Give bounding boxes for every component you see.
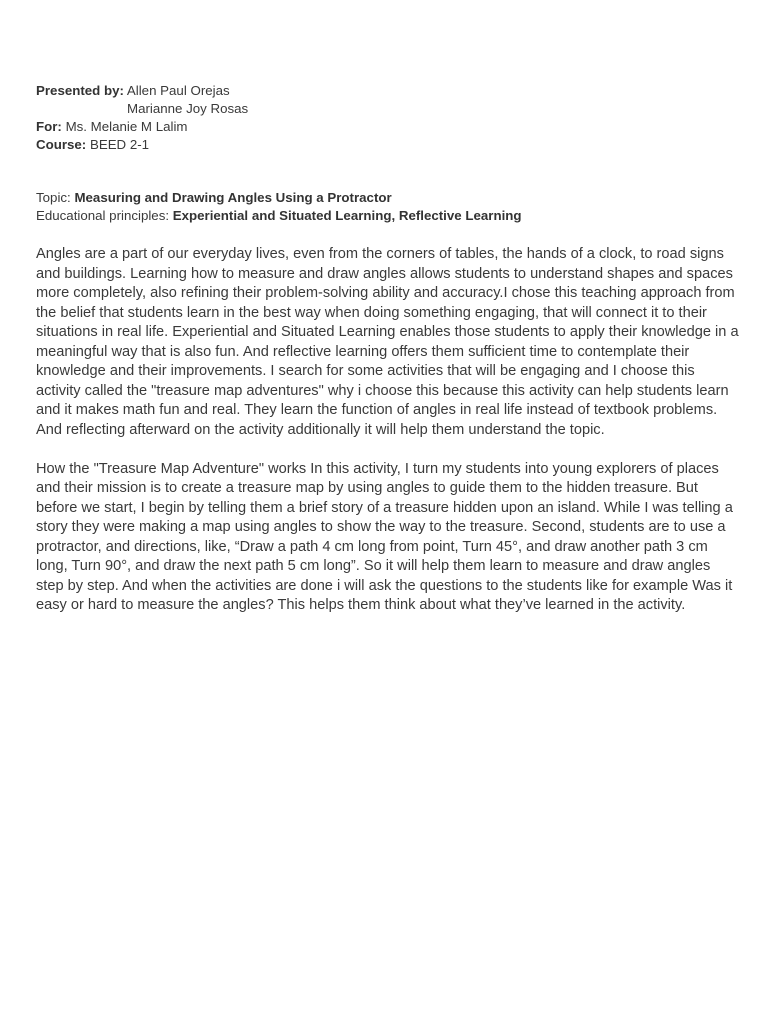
topic-label: Topic: — [36, 190, 71, 205]
principles-value: Experiential and Situated Learning, Reflective Learning — [172, 208, 522, 223]
principles-line — [36, 207, 741, 225]
for-value: Ms. Melanie M Lalim — [65, 119, 188, 134]
presenter-2-line — [36, 100, 741, 118]
course-line — [36, 136, 741, 154]
header-info — [36, 82, 741, 154]
course-value: BEED 2-1 — [89, 137, 150, 152]
principles-label: Educational principles: — [36, 208, 170, 223]
presenter-1: Allen Paul Orejas — [126, 83, 230, 98]
for-line — [36, 118, 741, 136]
document-page — [36, 82, 741, 616]
course-label: Course: — [36, 137, 87, 152]
topic-line — [36, 189, 741, 207]
body-paragraph-1: Angles are a part of our everyday lives, even from the corners of tables, the hands of a clock, to road signs and buildings. Learning how to measure and draw angles allows students to understand shapes and spaces more completely, also refining their problem-solving ability and accuracy.I chose this teaching approach from the belief that students learn in the best way when doing something engaging, that will connect it to their situations in real life. Experiential and Situated Learning enables those students to apply their knowledge in a meaningful way that is also fun. And reflective learning offers them sufficient time to contemplate their knowledge and their improvements. I search for some activities that will be engaging and I choose this activity called the "treasure map adventures" why i choose this because this activity can help students learn and it makes math fun and real. They learn the function of angles in real life instead of textbook problems. And reflecting afterward on the activity additionally it will help them understand the topic. — [36, 246, 739, 438]
body-paragraph-2: How the "Treasure Map Adventure" works In this activity, I turn my students into young explorers of places and their mission is to create a treasure map by using angles to guide them to the hidden treasure. But before we start, I begin by telling them a brief story of a treasure hidden upon an island. While I was telling a story they were making a map using angles to show the way to the treasure. Second, students are to use a protractor, and directions, like, “Draw a path 4 cm long from point, Turn 45°, and draw another path 3 cm long, Turn 90°, and draw the next path 5 cm long”. So it will help them learn to measure and draw angles step by step. And when the activities are done i will ask the questions to the students like for example Was it easy or hard to measure the angles? This helps them think about what they’ve learned in the activity. — [36, 460, 733, 613]
topic-info — [36, 189, 741, 225]
for-label: For: — [36, 119, 62, 134]
presented-by-label: Presented by: — [36, 83, 124, 98]
presented-by-line — [36, 82, 741, 100]
presenter-2: Marianne Joy Rosas — [127, 101, 249, 116]
topic-value: Measuring and Drawing Angles Using a Protractor — [74, 190, 392, 205]
